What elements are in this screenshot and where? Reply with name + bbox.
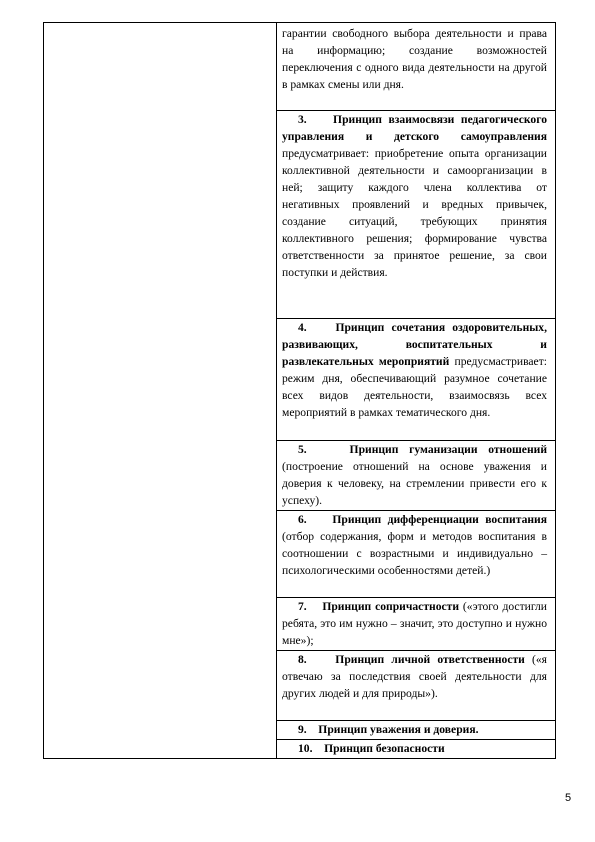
table-row <box>44 23 556 759</box>
principle-text: (отбор содержания, форм и методов воспитания в соотношении с возрастными и индивидуально – психологическими особенностями детей.) <box>282 530 547 577</box>
principle-9 <box>282 721 547 739</box>
principle-number: 3. <box>298 113 307 126</box>
principle-title: Принцип взаимосвязи педагогического управления и детского самоуправления <box>282 113 548 143</box>
right-column-cell <box>277 23 556 759</box>
principle-number: 6. <box>298 513 307 526</box>
principle-8 <box>282 651 547 720</box>
principle-title: Принцип сопричастности <box>322 600 460 613</box>
principle-text: предусматривает: приобретение опыта организации коллективной деятельности и самоорганизации в ней; защиту каждого члена коллектива от негативных проявлений и вредных привычек, создание ситуаций, требующих принятия коллективного решения; формирование чувства ответственности за принятое решение, за свои поступки и действия. <box>282 147 547 279</box>
principle-number: 7. <box>298 600 307 613</box>
principle-10 <box>282 740 547 758</box>
principle-4 <box>282 319 547 440</box>
principle-title: Принцип дифференциации воспитания <box>332 513 548 526</box>
left-column-cell <box>44 23 277 759</box>
principle-number: 8. <box>298 653 307 666</box>
principle-number: 4. <box>298 321 307 334</box>
principle-text: предусмастривает: режим дня, обеспечивающий разумное сочетание всех видов деятельности, взаимосвязь всех мероприятий в рамках тематического дня. <box>282 355 547 419</box>
principle-5 <box>282 441 547 510</box>
principle-text: (построение отношений на основе уважения и доверия к человеку, на стремлении привести его к успеху). <box>282 460 547 507</box>
principle-title: Принцип гуманизации отношений <box>349 443 547 456</box>
principle-title: Принцип уважения и доверия. <box>318 723 479 736</box>
principle-number: 9. <box>298 723 307 736</box>
principle-text: («я отвечаю за последствия своей деятельности для других людей и для природы»). <box>282 653 547 700</box>
principle-number: 10. <box>298 742 313 755</box>
principle-title: Принцип сочетания оздоровительных, развивающих, воспитательных и развлекательных мероприятий <box>282 321 547 368</box>
principle-7 <box>282 598 547 650</box>
principle-title: Принцип безопасности <box>324 742 445 755</box>
principle-number: 5. <box>298 443 307 456</box>
principle-3 <box>282 111 547 318</box>
principle-text: («этого достигли ребята, это им нужно – значит, это доступно и нужно мне»); <box>282 600 548 647</box>
right-column-text <box>277 23 555 758</box>
content-table <box>43 22 556 759</box>
principle-6 <box>282 511 547 597</box>
page-number: 5 <box>565 792 572 804</box>
continuation-paragraph: гарантии свободного выбора деятельности и права на информацию; создание возможностей переключения с одного вида деятельности на другой в рамках смены или дня. <box>282 27 547 91</box>
principle-title: Принцип личной ответственности <box>335 653 525 666</box>
